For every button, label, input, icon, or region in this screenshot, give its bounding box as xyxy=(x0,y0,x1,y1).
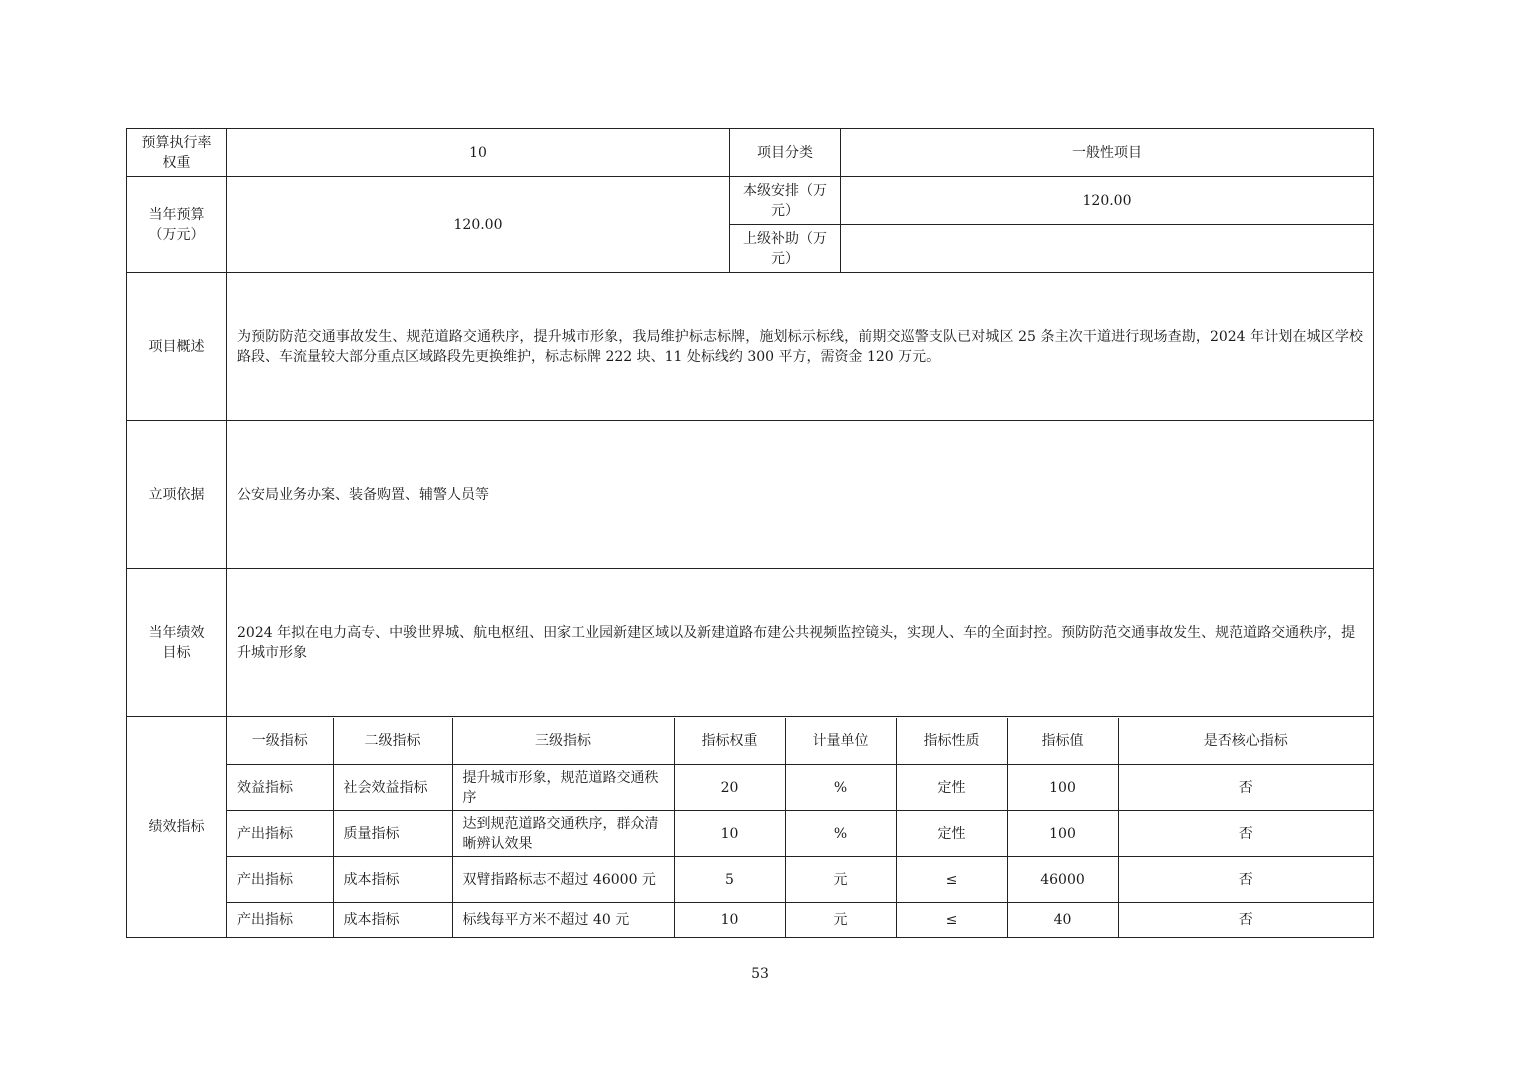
indicator-value: 46000 xyxy=(1007,857,1118,903)
weight-value: 10 xyxy=(227,129,730,177)
basis-text: 公安局业务办案、装备购置、辅警人员等 xyxy=(227,421,1374,569)
header-core: 是否核心指标 xyxy=(1118,718,1373,765)
indicator-row xyxy=(227,903,1373,937)
indicator-value: 100 xyxy=(1007,765,1118,811)
page-number: 53 xyxy=(751,966,769,982)
indicators-header-row xyxy=(227,718,1373,765)
indicators-label: 绩效指标 xyxy=(127,717,227,938)
indicator-level2: 成本指标 xyxy=(333,903,452,937)
indicator-unit: % xyxy=(785,765,896,811)
indicator-level1: 产出指标 xyxy=(227,903,333,937)
goal-label: 当年绩效目标 xyxy=(127,569,227,717)
indicator-level3: 双臂指路标志不超过 46000 元 xyxy=(452,857,674,903)
budget-label: 当年预算（万元） xyxy=(127,177,227,273)
indicator-row xyxy=(227,765,1373,811)
indicator-level1: 效益指标 xyxy=(227,765,333,811)
header-level2: 二级指标 xyxy=(333,718,452,765)
indicator-level1: 产出指标 xyxy=(227,811,333,857)
indicator-weight: 10 xyxy=(674,811,785,857)
indicator-core: 否 xyxy=(1118,811,1373,857)
local-value: 120.00 xyxy=(841,177,1374,225)
indicator-unit: 元 xyxy=(785,857,896,903)
header-unit: 计量单位 xyxy=(785,718,896,765)
indicator-row xyxy=(227,811,1373,857)
indicators-table xyxy=(227,718,1373,937)
header-nature: 指标性质 xyxy=(896,718,1007,765)
header-weight: 指标权重 xyxy=(674,718,785,765)
indicator-unit: 元 xyxy=(785,903,896,937)
local-label: 本级安排（万元） xyxy=(730,177,841,225)
upper-value xyxy=(841,225,1374,273)
indicator-core: 否 xyxy=(1118,765,1373,811)
indicator-level3: 标线每平方米不超过 40 元 xyxy=(452,903,674,937)
indicator-level3: 达到规范道路交通秩序，群众清晰辨认效果 xyxy=(452,811,674,857)
weight-label: 预算执行率权重 xyxy=(127,129,227,177)
indicator-level2: 质量指标 xyxy=(333,811,452,857)
indicator-level1: 产出指标 xyxy=(227,857,333,903)
indicator-weight: 20 xyxy=(674,765,785,811)
upper-label: 上级补助（万元） xyxy=(730,225,841,273)
indicator-value: 100 xyxy=(1007,811,1118,857)
class-label: 项目分类 xyxy=(730,129,841,177)
indicator-core: 否 xyxy=(1118,857,1373,903)
indicator-weight: 10 xyxy=(674,903,785,937)
header-level1: 一级指标 xyxy=(251,732,308,749)
indicator-nature: ≤ xyxy=(896,903,1007,937)
overview-label: 项目概述 xyxy=(127,273,227,421)
indicators-cell xyxy=(227,717,1374,938)
budget-value: 120.00 xyxy=(227,177,730,273)
header-level3: 三级指标 xyxy=(452,718,674,765)
indicator-level2: 社会效益指标 xyxy=(333,765,452,811)
indicator-level2: 成本指标 xyxy=(333,857,452,903)
basis-label: 立项依据 xyxy=(127,421,227,569)
indicator-unit: % xyxy=(785,811,896,857)
class-value: 一般性项目 xyxy=(841,129,1374,177)
indicator-value: 40 xyxy=(1007,903,1118,937)
indicator-level3: 提升城市形象，规范道路交通秩序 xyxy=(452,765,674,811)
budget-table xyxy=(126,128,1374,938)
overview-text: 为预防防范交通事故发生、规范道路交通秩序，提升城市形象，我局维护标志标牌，施划标示标线，前期交巡警支队已对城区 25 条主次干道进行现场查勘，2024 年计划在城区学校路段、车流量较大部分重点区域路段先更换维护，标志标牌 222 块、11 处标线约 300 平方，需资金 120 万元。 xyxy=(227,273,1374,421)
header-value: 指标值 xyxy=(1007,718,1118,765)
goal-text: 2024 年拟在电力高专、中骏世界城、航电枢纽、田家工业园新建区域以及新建道路布建公共视频监控镜头，实现人、车的全面封控。预防防范交通事故发生、规范道路交通秩序，提升城市形象 xyxy=(227,569,1374,717)
indicator-nature: 定性 xyxy=(896,811,1007,857)
indicator-weight: 5 xyxy=(674,857,785,903)
indicator-row xyxy=(227,857,1373,903)
indicator-nature: 定性 xyxy=(896,765,1007,811)
indicator-nature: ≤ xyxy=(896,857,1007,903)
indicator-core: 否 xyxy=(1118,903,1373,937)
